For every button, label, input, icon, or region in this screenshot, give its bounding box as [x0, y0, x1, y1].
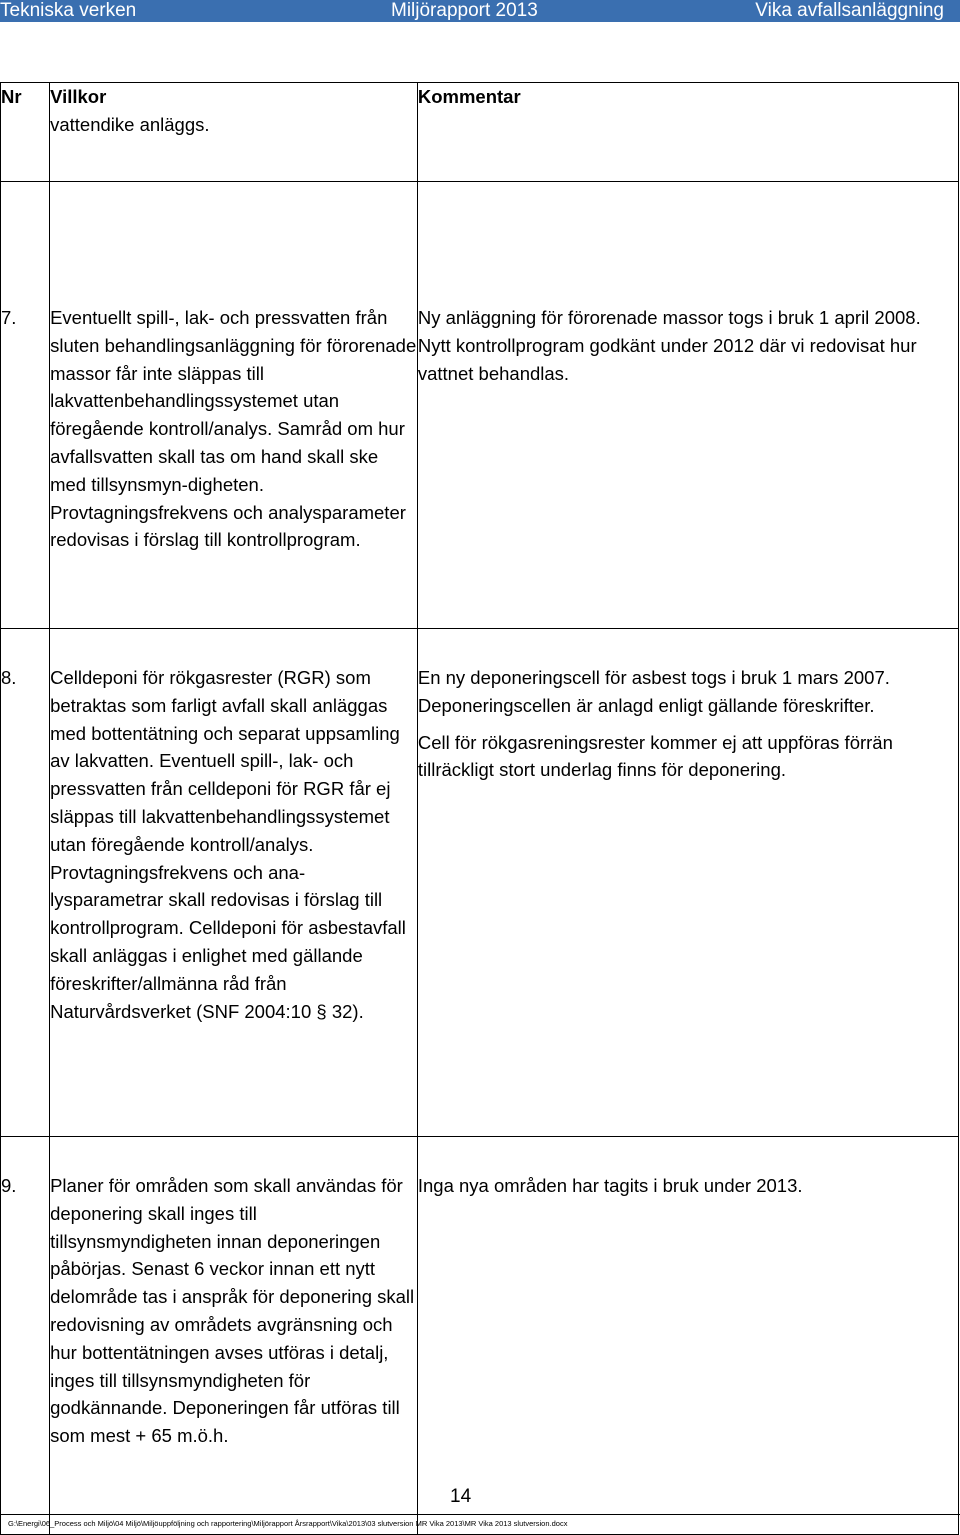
- row-kommentar-text: Inga nya områden har tagits i bruk under 2013.: [417, 1175, 803, 1196]
- row-kommentar-cell: [417, 1137, 958, 1535]
- row-kommentar-text: Ny anläggning för förorenade massor togs i bruk 1 april 2008. Nytt kontrollprogram godkänt under 2012 där vi redovisat hur vattnet behandlas.: [417, 307, 921, 384]
- column-header-nr-label: Nr: [1, 86, 22, 107]
- footer-divider: [0, 1514, 960, 1515]
- row-kommentar-cell: [417, 629, 958, 1137]
- header-org: Tekniska verken: [0, 0, 137, 21]
- row-villkor-text: Planer för områden som skall användas för deponering skall inges till tillsynsmyndigheten innan deponeringen påbörjas. Senast 6 veckor innan ett nytt delområde tas i anspråk för deponering skall redovisning av områdets avgränsning och hur bottentätningen avses utföras i detalj, inges till tillsynsmyndigheten för godkännande. Deponeringen får utföras till som mest + 65 m.ö.h.: [50, 1175, 415, 1447]
- row-villkor-cell: [50, 182, 418, 629]
- row-nr: 9.: [1, 1175, 17, 1196]
- header-report-title: Miljörapport 2013: [391, 0, 538, 21]
- table-row: [1, 182, 959, 629]
- row-kommentar-text: En ny deponeringscell för asbest togs i bruk 1 mars 2007. Deponeringscellen är anlagd enligt gällande föreskrifter.: [417, 667, 890, 716]
- row-villkor-cell: [50, 629, 418, 1137]
- conditions-table: [0, 82, 959, 1535]
- column-header-kommentar: [417, 83, 958, 182]
- page-header: [0, 0, 960, 22]
- row-nr-cell: [1, 1137, 50, 1535]
- row-villkor-text: Eventuellt spill-, lak- och pressvatten från sluten behandlingsanläggning för förorenade massor får inte släppas till lakvattenbehandlingssystemet utan föregående kontroll/analys. Samråd om hur avfallsvatten skall tas om hand skall ske med tillsynsmyn-digheten. Provtagningsfrekvens och analysparameter redovisas i förslag till kontrollprogram.: [50, 307, 417, 551]
- row-nr: 7.: [1, 307, 17, 328]
- column-header-kommentar-label: Kommentar: [417, 86, 521, 107]
- table-header-row: [1, 83, 959, 182]
- row-nr-cell: [1, 182, 50, 629]
- header-site: Vika avfallsanläggning: [755, 0, 944, 21]
- continued-text: vattendike anläggs.: [50, 113, 210, 135]
- row-villkor-cell: [50, 1137, 418, 1535]
- column-header-nr: [1, 83, 50, 182]
- row-nr: 8.: [1, 667, 17, 688]
- column-header-villkor-label: Villkor: [50, 86, 107, 107]
- page-number: 14: [450, 1486, 472, 1507]
- row-kommentar-text-2: Cell för rökgasreningsrester kommer ej att uppföras förrän tillräckligt stort underlag finns för deponering.: [417, 731, 893, 781]
- footer-file-path: G:\Energi\06_Process och Miljö\04 Miljö\Miljöuppföljning och rapportering\Miljörapport Årsrapport\Vika\2013\03 slutversion MR Vika 2013\MR Vika 2013 slutversion.docx: [8, 1519, 568, 1528]
- row-nr-cell: [1, 629, 50, 1137]
- row-kommentar-cell: [417, 182, 958, 629]
- column-header-villkor: [50, 83, 418, 182]
- row-villkor-text: Celldeponi för rökgasrester (RGR) som betraktas som farligt avfall skall anläggas med bottentätning och separat uppsamling av lakvatten. Eventuell spill-, lak- och pressvatten från celldeponi för RGR får ej släppas till lakvattenbehandlingssystemet utan föregående kontroll/analys. Provtagningsfrekvens och ana-lysparametrar skall redovisas i förslag till kontrollprogram. Celldeponi för asbestavfall skall anläggas i enlighet med gällande föreskrifter/allmänna råd från Naturvårdsverket (SNF 2004:10 § 32).: [50, 667, 406, 1022]
- table-row: [1, 1137, 959, 1535]
- table-row: [1, 629, 959, 1137]
